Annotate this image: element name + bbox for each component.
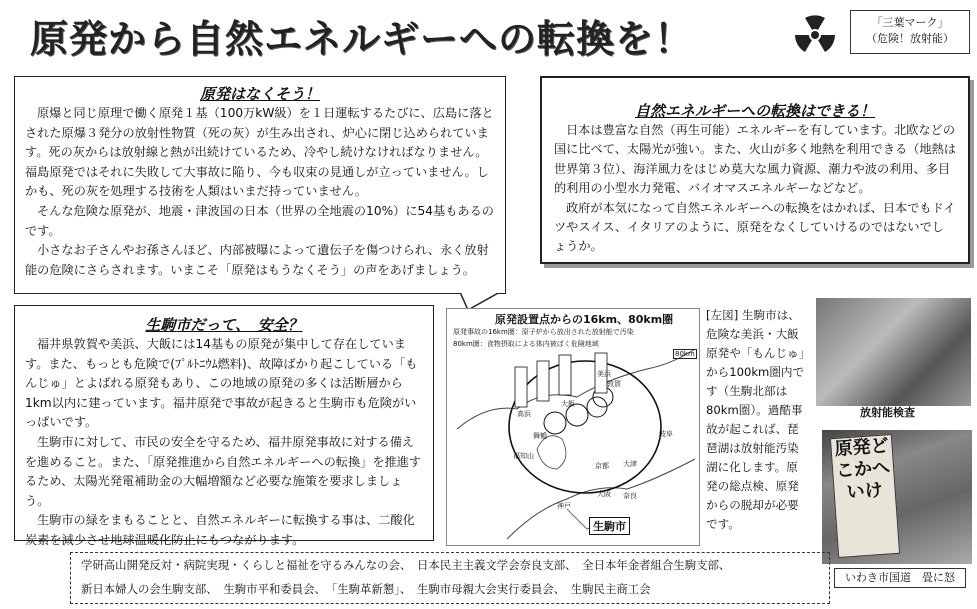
section-ikoma-safety	[14, 305, 434, 547]
section1-heading: 原発はなくそう！	[199, 85, 320, 103]
map-legend-16km: 原発事故の16km圏：原子炉から放出された放射能で汚染	[453, 328, 634, 336]
nuclear-zone-map	[446, 308, 700, 546]
map-place-osaka: 大阪	[597, 490, 611, 498]
map-place-ohi: 大飯	[561, 400, 575, 408]
footer-line-1: 学研高山開発反対・病院実現・くらしと福祉を守るみんなの会、 日本民主主義文学会奈良支部、 全日本年金者組合生駒支部、	[81, 558, 731, 572]
protest-photo-caption: いわき市国道 畳に怒	[834, 568, 966, 588]
section1-para-1: 原爆と同じ原理で働く原発１基（100万kW級）を１日運転するたびに、広島に落とされた原爆３発分の放射性物質（死の灰）が生み出され、炉心に閉じ込められています。死の灰からは放射線と熱が出続けているため、冷やし続けなければなりません。福島原発ではそれに失敗して大事故に陥り、今も収束の見通しが立っていません。しかも、死の灰を処理する技術を人類はいまだ持っていません。	[25, 106, 494, 199]
section3-heading: 生駒市だって、 安全？	[145, 316, 303, 334]
map-ikoma-label: 生駒市	[589, 517, 630, 535]
section3-para-3: 生駒市の緑をまもることと、自然エネルギーに転換する事は、二酸化炭素を減少させ地球温暖化防止にもつながります。	[25, 513, 415, 547]
radiation-check-caption: 放射能検査	[860, 406, 915, 419]
map-place-nara: 奈良	[623, 492, 637, 500]
map-place-kobe: 神戸	[557, 502, 571, 510]
protest-sign-photo	[822, 430, 972, 564]
section2-heading: 自然エネルギーへの転換はできる！	[634, 102, 875, 120]
radiation-trefoil-icon	[792, 12, 838, 58]
radiation-check-photo	[816, 298, 971, 406]
section3-para-1: 福井県敦賀や美浜、大飯には14基もの原発が集中して存在しています。また、もっとも危険で(ﾌﾟﾙﾄﾆｳﾑ燃料)、故障ばかり起こしている「もんじゅ」とよばれる原発もあり、この地域の原発の多くは活断層から1km以内に建っています。福井原発で事故が起きると生駒市も危険がいっぱいです。	[25, 337, 418, 430]
footer-line-2: 新日本婦人の会生駒支部、 生駒市平和委員会、 「生駒革新懇」、 生駒市母親大会実行委員会、 生駒民主商工会	[81, 582, 651, 596]
map-place-gifu: 岐阜	[659, 430, 673, 438]
page-title: 原発から自然エネルギーへの転換を！	[30, 17, 694, 61]
section-nuclear-abolish	[14, 76, 506, 294]
map-title: 原発設置点からの16km、80km圏	[495, 313, 674, 326]
section-renewable-possible	[540, 76, 970, 264]
section2-para-2: 政府が本気になって自然エネルギーへの転換をはかれば、日本でもドイツやスイス、イタリアのように、原発をなくしていけるのではないでしょうか。	[554, 200, 956, 254]
map-place-fukuchiyama: 福知山	[513, 452, 534, 460]
map-place-maizuru: 舞鶴	[533, 432, 547, 440]
section3-para-2: 生駒市に対して、市民の安全を守るため、福井原発事故に対する備えを進めること。また、「原発推進から自然エネルギーへの転換」を推進するため、太陽光発電補助金の大幅増額など必要な施策を要求しましょう。	[25, 434, 422, 508]
trefoil-legend	[850, 10, 970, 54]
map-place-mihama: 美浜	[597, 370, 611, 378]
map-legend-80km: 80km圏：食物摂取による体内被ばく危険地域	[453, 340, 599, 348]
organizations-footer	[70, 552, 830, 604]
map-place-takahama: 高浜	[517, 410, 531, 418]
map-place-kyoto: 京都	[595, 462, 609, 470]
section1-para-2: そんな危険な原発が、地震・津波国の日本（世界の全地震の10%）に54基もあるのです。	[25, 203, 494, 238]
map-drawing	[447, 309, 699, 545]
map-explanation: [左図] 生駒市は、危険な美浜・大飯原発や「もんじゅ」から100km圏内です（生駒北部は80km圏）。過酷事故が起これば、琵琶湖は放射能汚染湖に化します。原発の総点検、原発からの脱却が必要です。	[706, 308, 805, 531]
protest-sign: 原発どこかへいけ	[830, 434, 900, 558]
section2-para-1: 日本は豊富な自然（再生可能）エネルギーを有しています。北欧などの国に比べて、太陽光が強い。また、火山が多く地熱を利用できる（地熱は世界第３位）、海洋風力をはじめ莫大な風力資源、潮力や波の利用、多目的利用の小型水力発電、バイオマスエネルギーなどなど。	[554, 123, 956, 196]
map-place-otsu: 大津	[623, 460, 637, 468]
map-ring-80km: 80km	[675, 350, 695, 358]
legend-line-1: 「三葉マーク」	[871, 16, 949, 29]
legend-line-2: （危険！放射能）	[866, 32, 954, 45]
map-place-tsuruga: 敦賀	[607, 380, 621, 388]
section1-para-3: 小さなお子さんやお孫さんほど、内部被曝によって遺伝子を傷つけられ、永く放射能の危険にさらされます。いまこそ「原発はもうなくそう」の声をあげましょう。	[25, 243, 489, 277]
